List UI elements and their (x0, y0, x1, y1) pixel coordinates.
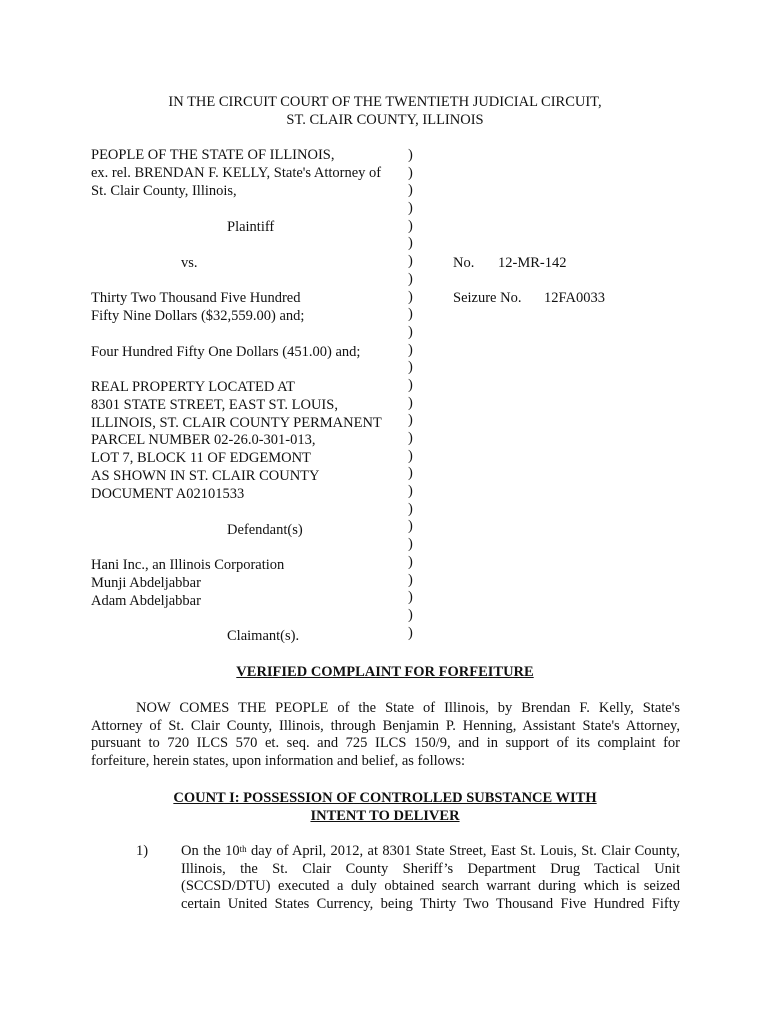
caption-parenthesis: ) (408, 447, 413, 464)
plaintiff-line: PEOPLE OF THE STATE OF ILLINOIS, (91, 147, 335, 163)
caption-parenthesis: ) (408, 518, 413, 535)
caption-parenthesis: ) (408, 571, 413, 588)
document-title (0, 664, 770, 682)
defendant-line: 8301 STATE STREET, EAST ST. LOUIS, (91, 397, 338, 413)
caption-parenthesis: ) (408, 536, 413, 553)
caption-parenthesis: ) (408, 164, 413, 181)
paragraph-number: 1) (136, 843, 149, 859)
seizure-number-label: Seizure No. (453, 290, 522, 306)
case-number-value: 12-MR-142 (498, 255, 567, 271)
defendant-line: LOT 7, BLOCK 11 OF EDGEMONT (91, 450, 311, 466)
ordinal-suffix: th (239, 844, 247, 854)
paragraph-1-first-line (181, 843, 680, 861)
caption-parenthesis: ) (408, 412, 413, 429)
count-heading-text: INTENT TO DELIVER (310, 808, 460, 824)
document-title-text: VERIFIED COMPLAINT FOR FORFEITURE (236, 664, 534, 680)
court-header-line2: ST. CLAIR COUNTY, ILLINOIS (286, 112, 484, 128)
intro-line: pursuant to 720 ILCS 570 et. seq. and 725 ILCS 150/9, and in support of its complaint for (91, 735, 680, 752)
claimant-line: Adam Abdeljabbar (91, 593, 201, 609)
caption-parenthesis-column (408, 147, 413, 642)
paragraph-1-body (181, 843, 680, 914)
defendant-line: REAL PROPERTY LOCATED AT (91, 379, 295, 395)
defendant-line: Fifty Nine Dollars ($32,559.00) and; (91, 308, 305, 324)
paragraph-1-line: Illinois, the St. Clair County Sheriff’s Department Drug Tactical Unit (181, 860, 680, 877)
claimant-role: Claimant(s). (227, 628, 300, 644)
caption-parenthesis: ) (408, 147, 413, 163)
count-heading-line1 (0, 790, 770, 808)
intro-line: Attorney of St. Clair County, Illinois, through Benjamin P. Henning, Assistant State's Attorney, (91, 717, 680, 734)
caption-parenthesis: ) (408, 553, 413, 570)
caption-parenthesis: ) (408, 253, 413, 270)
plaintiff-line: ex. rel. BRENDAN F. KELLY, State's Attorney of (91, 165, 382, 181)
caption-parenthesis: ) (408, 306, 413, 323)
caption-parenthesis: ) (408, 182, 413, 199)
versus-label: vs. (181, 255, 198, 271)
caption-parenthesis: ) (408, 200, 413, 217)
paragraph-1-text: day of April, 2012, at 8301 State Street, East St. Louis, St. Clair County, (246, 843, 681, 859)
caption-parenthesis: ) (408, 341, 413, 358)
caption-parenthesis: ) (408, 376, 413, 393)
claimant-line: Munji Abdeljabbar (91, 575, 201, 591)
caption-parenthesis: ) (408, 288, 413, 305)
caption-parenthesis: ) (408, 465, 413, 482)
defendant-line: PARCEL NUMBER 02-26.0-301-013, (91, 432, 316, 448)
caption-parenthesis: ) (408, 394, 413, 411)
paragraph-1-line: certain United States Currency, being Thirty Two Thousand Five Hundred Fifty (181, 896, 680, 913)
seizure-number-value: 12FA0033 (544, 290, 605, 306)
plaintiff-line: St. Clair County, Illinois, (91, 183, 237, 199)
defendant-line: DOCUMENT A02101533 (91, 486, 245, 502)
defendant-line: Four Hundred Fifty One Dollars (451.00) and; (91, 344, 361, 360)
caption-parenthesis: ) (408, 500, 413, 517)
intro-paragraph (91, 700, 680, 771)
caption-parenthesis: ) (408, 430, 413, 446)
defendant-line: ILLINOIS, ST. CLAIR COUNTY PERMANENT (91, 415, 382, 431)
defendant-line: Thirty Two Thousand Five Hundred (91, 290, 301, 306)
caption-parenthesis: ) (408, 235, 413, 252)
case-number-label: No. (453, 255, 475, 271)
caption-parenthesis: ) (408, 270, 413, 287)
claimant-line: Hani Inc., an Illinois Corporation (91, 557, 285, 573)
plaintiff-role: Plaintiff (227, 219, 275, 235)
caption-parenthesis: ) (408, 624, 413, 641)
paragraph-1-text: On the 10 (181, 843, 240, 859)
defendant-line: AS SHOWN IN ST. CLAIR COUNTY (91, 468, 320, 484)
caption-parenthesis: ) (408, 217, 413, 234)
count-heading-text: COUNT I: POSSESSION OF CONTROLLED SUBSTANCE WITH (173, 790, 597, 806)
paragraph-1-line: (SCCSD/DTU) executed a duly obtained search warrant during which is seized (181, 878, 680, 895)
caption-parenthesis: ) (408, 359, 413, 376)
caption-parenthesis: ) (408, 589, 413, 606)
intro-line: forfeiture, herein states, upon information and belief, as follows: (91, 753, 466, 770)
court-header-line1: IN THE CIRCUIT COURT OF THE TWENTIETH JUDICIAL CIRCUIT, (168, 94, 602, 110)
intro-line: NOW COMES THE PEOPLE of the State of Illinois, by Brendan F. Kelly, State's (136, 700, 680, 716)
caption-parenthesis: ) (408, 323, 413, 340)
caption-parenthesis: ) (408, 606, 413, 623)
defendant-role: Defendant(s) (227, 522, 303, 538)
count-heading-line2 (0, 808, 770, 826)
caption-parenthesis: ) (408, 483, 413, 500)
